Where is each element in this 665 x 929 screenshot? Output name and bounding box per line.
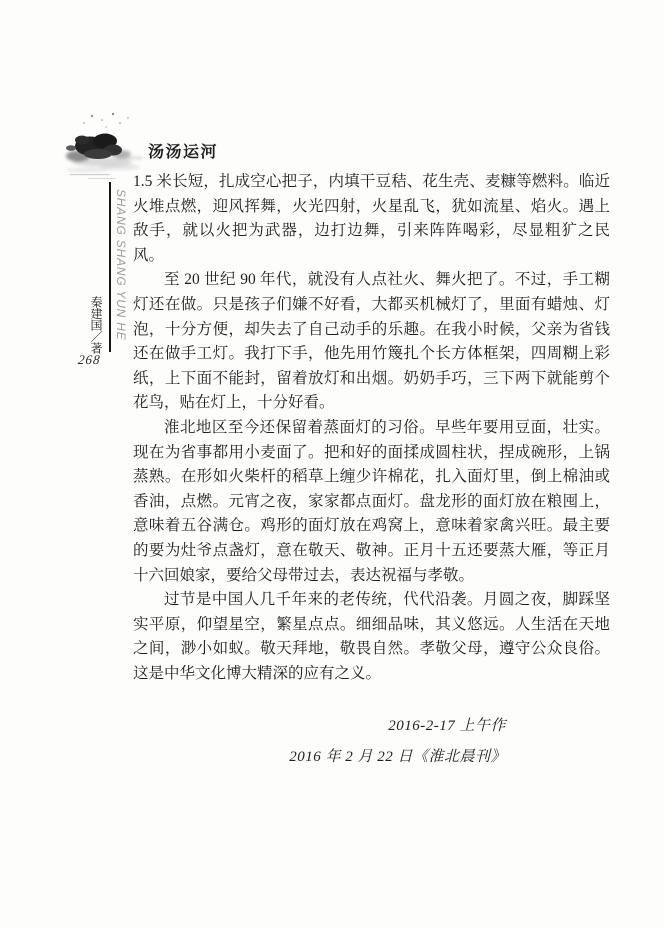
- paragraph: 淮北地区至今还保留着蒸面灯的习俗。早些年要用豆面，壮实。现在为省事都用小麦面了。把和好的面揉成圆柱状，捏成碗形，上锅蒸熟。在形如火柴杆的稻草上缠少许棉花，扎入面灯里，倒上棉油或香油，点燃。元宵之夜，家家都点面灯。盘龙形的面灯放在粮囤上，意味着五谷满仓。鸡形的面灯放在鸡窝上，意味着家禽兴旺。最主要的要为灶爷点盏灯，意在敬天、敬神。正月十五还要蒸大雁，等正月十六回娘家，要给父母带过去，表达祝福与孝敬。: [133, 418, 610, 584]
- signature-publication-line: 2016 年 2 月 22 日《淮北晨刊》: [289, 749, 506, 765]
- paragraph: 过节是中国人几千年来的老传统，代代沿袭。月圆之夜，脚踩坚实平原，仰望星空，繁星点点。细细品味，其义悠远。人生活在天地之间，渺小如蚁。敬天拜地，敬畏自然。孝敬父母，遵守公众良俗。这是中华文化博大精深的应有之义。: [133, 591, 610, 682]
- sidebar-rule: [109, 182, 111, 352]
- paragraph: 至 20 世纪 90 年代，就没有人点社火、舞火把了。不过，手工糊灯还在做。只是孩子们嫌不好看，大都买机械灯了，里面有蜡烛、灯泡，十分方便，却失去了自己动手的乐趣。在我小时候，父亲为省钱还在做手工灯。我打下手，他先用竹篾扎个长方体框架，四周糊上彩纸，上下面不能封，留着放灯和出烟。奶奶手巧，三下两下就能剪个花鸟，贴在灯上，十分好看。: [133, 271, 610, 412]
- signature-block: [133, 711, 610, 773]
- article-body: [133, 170, 610, 686]
- series-title: 汤汤运河: [148, 144, 219, 161]
- paragraph-continuation: 1.5 米长短，扎成空心把子，内填干豆秸、花生壳、麦糠等燃料。临近火堆点燃，迎风挥舞，火光四射，火星乱飞，犹如流星、焰火。遇上敌手，就以火把为武器，边打边舞，引来阵阵喝彩，尽显粗犷之民风。: [133, 173, 610, 264]
- signature-date-line: 2016-2-17 上午作: [388, 718, 506, 734]
- page-number: 268: [77, 352, 102, 367]
- author-byline: 秦建国／著: [89, 296, 103, 354]
- series-title-pinyin: SHANG SHANG YUN HE: [114, 189, 128, 341]
